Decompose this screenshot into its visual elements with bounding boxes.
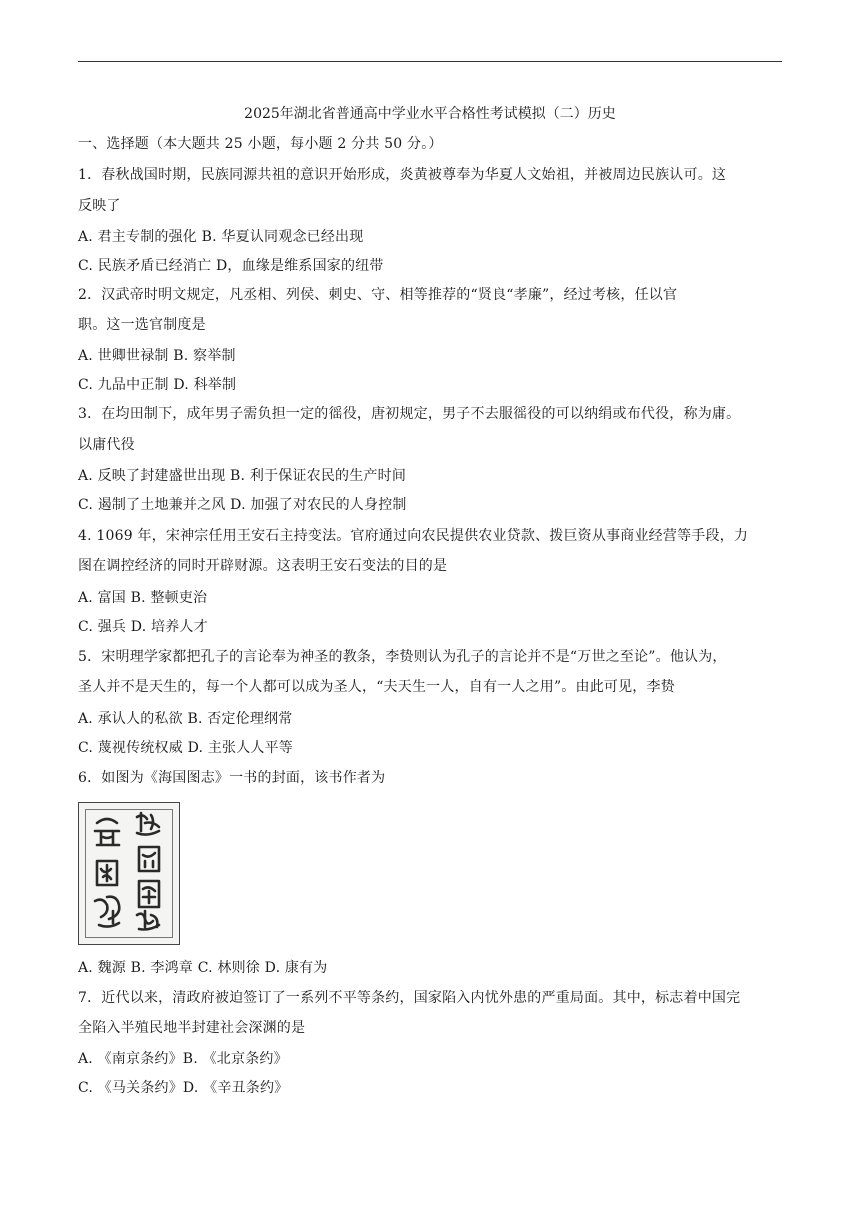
question-5-stem-line-1: 5．宋明理学家都把孔子的言论奉为神圣的教条，李贽则认为孔子的言论并不是“万世之至论”。他认为， (78, 649, 727, 665)
question-4-options-line-2: C. 强兵 D. 培养人才 (78, 619, 208, 635)
haiguotuzhi-cover-image (78, 802, 180, 945)
question-2-options-line-1: A. 世卿世禄制 B. 察举制 (78, 348, 236, 364)
question-4-stem-line-2: 图在调控经济的同时开辟财源。这表明王安石变法的目的是 (78, 558, 448, 574)
question-4-stem-line-1: 4. 1069 年，宋神宗任用王安石主持变法。官府通过向农民提供农业贷款、拨巨资从事商业经营等手段，力 (78, 528, 749, 544)
question-1-options-line-2: C. 民族矛盾已经消亡 D，血缘是维系国家的纽带 (78, 258, 384, 274)
question-3-options-line-1: A. 反映了封建盛世出现 B. 利于保证农民的生产时间 (78, 468, 407, 484)
section-header: 一、选择题（本大题共 25 小题，每小题 2 分共 50 分。） (78, 136, 443, 152)
question-5-options-line-1: A. 承认人的私欲 B. 否定伦理纲常 (78, 711, 293, 727)
question-7-stem-line-1: 7．近代以来，清政府被迫签订了一系列不平等条约，国家陷入内忧外患的严重局面。其中，标志着中国完 (78, 990, 741, 1006)
question-3-stem-line-2: 以庸代役 (78, 437, 135, 453)
question-2-options-line-2: C. 九品中正制 D. 科举制 (78, 377, 237, 393)
question-7-options-line-2: C. 《马关条约》D. 《辛丑条约》 (78, 1080, 289, 1096)
seal-script-calligraphy-icon (79, 803, 181, 946)
question-1-stem-line-1: 1．春秋战国时期，民族同源共祖的意识开始形成，炎黄被尊奉为华夏人文始祖，并被周边民族认可。这 (78, 167, 727, 183)
question-6-stem-line-1: 6．如图为《海国图志》一书的封面，该书作者为 (78, 770, 386, 786)
question-3-stem-line-1: 3．在均田制下，成年男子需负担一定的徭役，唐初规定，男子不去服徭役的可以纳绢或布代役，称为庸。 (78, 406, 741, 422)
question-3-options-line-2: C. 遏制了土地兼并之风 D. 加强了对农民的人身控制 (78, 497, 407, 513)
page-title: 2025年湖北省普通高中学业水平合格性考试模拟（二）历史 (244, 106, 616, 122)
question-5-stem-line-2: 圣人并不是天生的，每一个人都可以成为圣人，“夫天生一人，自有一人之用”。由此可见，李贽 (78, 679, 675, 695)
question-2-stem-line-2: 职。这一选官制度是 (78, 317, 206, 333)
question-4-options-line-1: A. 富国 B. 整顿吏治 (78, 590, 208, 606)
header-rule (78, 61, 782, 62)
question-1-options-line-1: A. 君主专制的强化 B. 华夏认同观念已经出现 (78, 229, 364, 245)
question-2-stem-line-1: 2．汉武帝时明文规定，凡丞相、列侯、刺史、守、相等推荐的“贤良“孝廉”，经过考核，任以官 (78, 287, 678, 303)
question-1-stem-line-2: 反映了 (78, 198, 121, 214)
question-7-options-line-1: A. 《南京条约》B. 《北京条约》 (78, 1051, 288, 1067)
question-6-options-line-1: A. 魏源 B. 李鸿章 C. 林则徐 D. 康有为 (78, 960, 328, 976)
question-5-options-line-2: C. 蔑视传统权威 D. 主张人人平等 (78, 740, 293, 756)
question-7-stem-line-2: 全陷入半殖民地半封建社会深渊的是 (78, 1020, 306, 1036)
